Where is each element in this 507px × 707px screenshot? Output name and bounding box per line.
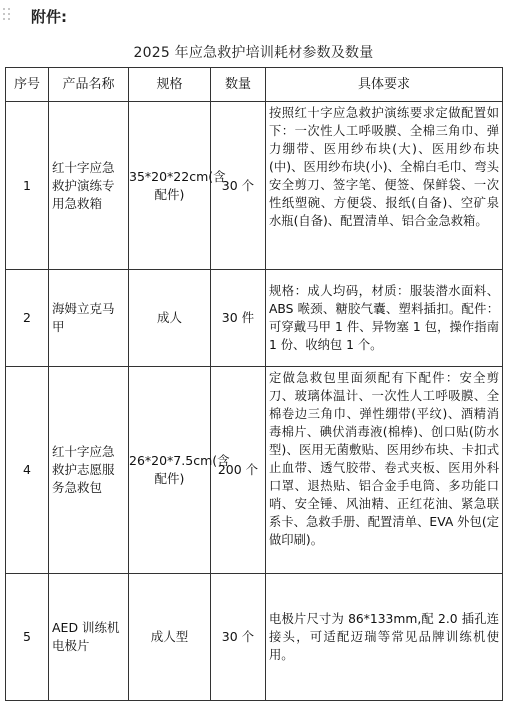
- row-quantity: 200 个: [211, 367, 266, 574]
- row-index: 1: [6, 102, 49, 270]
- row-requirements: 按照红十字应急救护演练要求定做配置如下：一次性人工呼吸膜、全棉三角巾、弹力绷带、医用纱布块(大)、医用纱布块(中)、医用纱布块(小)、全棉白毛巾、弯头安全剪刀、签字笔、便签、保鲜袋、一次性纸塑碗、方便袋、报纸(自备)、空矿泉水瓶(自备)、配置清单、铝合金急救箱。: [266, 102, 503, 270]
- row-requirements: 电极片尺寸为 86*133mm,配 2.0 插孔连接头，可适配迈瑞等常见品牌训练机使用。: [266, 574, 503, 701]
- column-header-product: 产品名称: [49, 68, 129, 102]
- row-spec: 35*20*22cm(含配件): [129, 102, 211, 270]
- row-quantity: 30 个: [211, 102, 266, 270]
- row-spec: 成人: [129, 270, 211, 367]
- table-row: [6, 270, 503, 367]
- table-header-row: [6, 68, 503, 102]
- row-product-name: 红十字应急救护志愿服务急救包: [49, 367, 129, 574]
- document-title: 2025 年应急救护培训耗材参数及数量: [133, 45, 374, 61]
- row-product-name: AED 训练机电极片: [49, 574, 129, 701]
- table-row: [6, 102, 503, 270]
- row-requirements: 规格：成人均码，材质：服装潜水面料、ABS 喉颈、糖胶气囊、塑料插扣。配件：可穿戴马甲 1 件、异物塞 1 包，操作指南 1 份、收纳包 1 个。: [266, 270, 503, 367]
- column-header-quantity: 数量: [211, 68, 266, 102]
- drag-handle-icon[interactable]: [3, 8, 12, 21]
- row-quantity: 30 件: [211, 270, 266, 367]
- column-header-index: 序号: [6, 68, 49, 102]
- column-header-requirements: 具体要求: [266, 68, 503, 102]
- row-index: 4: [6, 367, 49, 574]
- table-row: [6, 367, 503, 574]
- column-header-spec: 规格: [129, 68, 211, 102]
- row-index: 5: [6, 574, 49, 701]
- consumables-table: [5, 67, 503, 701]
- row-product-name: 海姆立克马甲: [49, 270, 129, 367]
- row-requirements: 定做急救包里面须配有下配件：安全剪刀、玻璃体温计、一次性人工呼吸膜、全棉卷边三角巾、弹性绷带(平纹)、酒精消毒棉片、碘伏消毒液(棉棒)、创口贴(防水型)、医用无菌敷贴、医用纱布块、卡扣式止血带、透气胶带、卷式夹板、医用外科口罩、退热贴、铝合金手电筒、多功能口哨、安全锤、风油精、正红花油、紧急联系卡、急救手册、配置清单、EVA 外包(定做印刷)。: [266, 367, 503, 574]
- row-spec: 26*20*7.5cm(含配件): [129, 367, 211, 574]
- row-quantity: 30 个: [211, 574, 266, 701]
- row-spec: 成人型: [129, 574, 211, 701]
- row-index: 2: [6, 270, 49, 367]
- table-row: [6, 574, 503, 701]
- row-product-name: 红十字应急救护演练专用急救箱: [49, 102, 129, 270]
- attachment-label: 附件:: [31, 8, 67, 26]
